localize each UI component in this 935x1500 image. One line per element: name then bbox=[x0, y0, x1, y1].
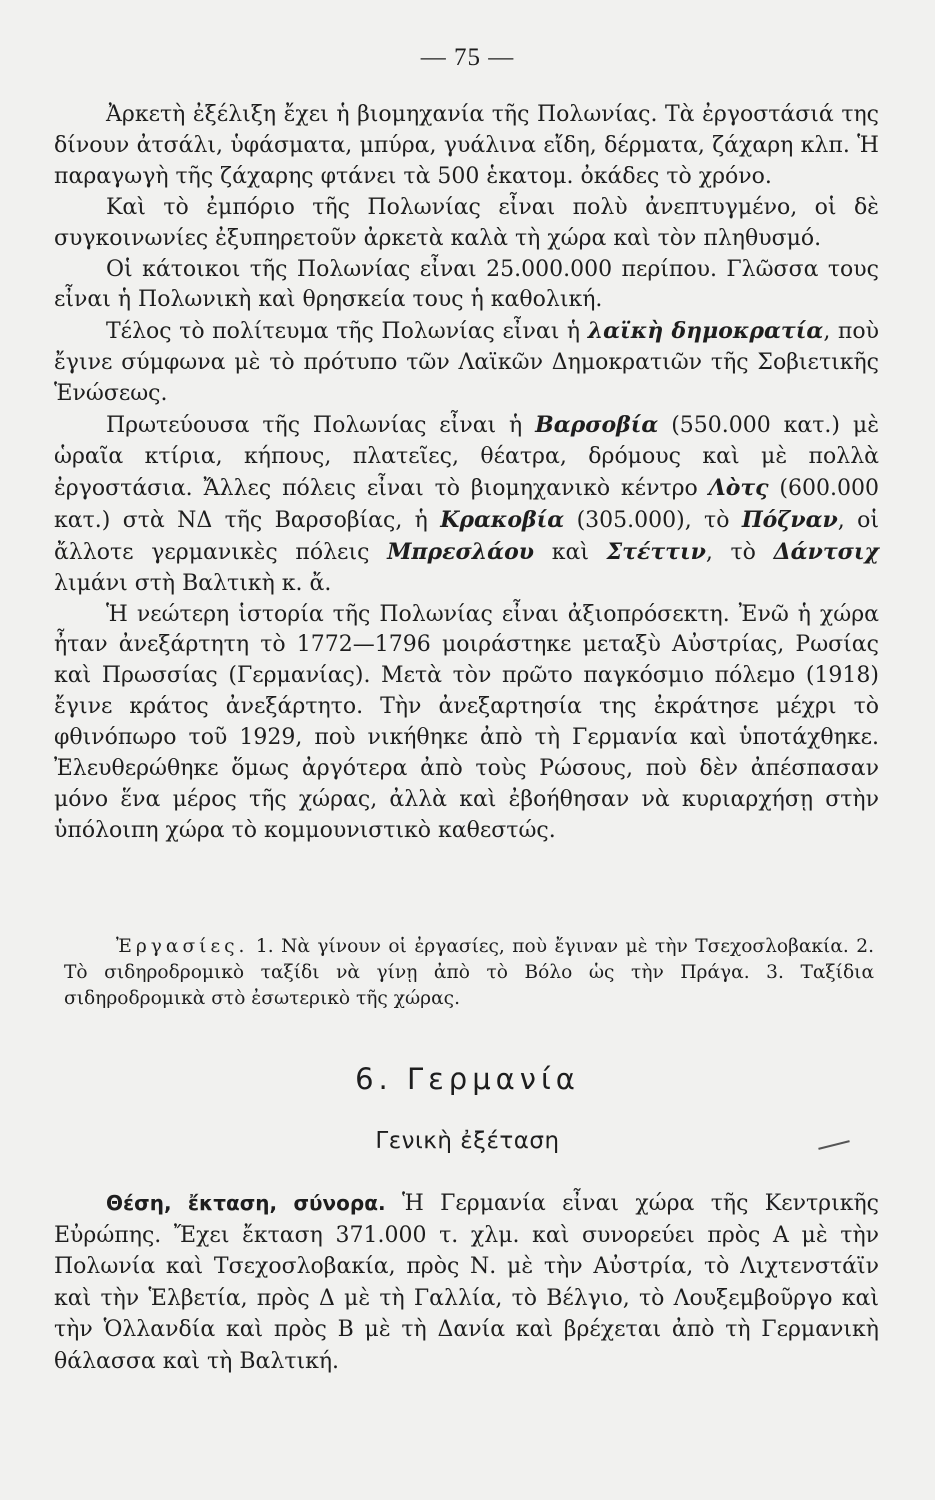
poland-section bbox=[54, 100, 879, 847]
germany-section bbox=[54, 1188, 879, 1377]
text-run: Ἀρκετὴ ἐξέλιξη ἔχει ἡ βιομηχανία τῆς Πολωνίας. Τὰ ἐργοστάσιά της δίνουν ἀτσάλι, ὑφάσματα, μπύρα, γυάλινα εἴδη, δέρματα, ζάχαρη κλπ. Ἡ παραγωγὴ τῆς ζάχαρης φτάνει τὰ 500 ἑκατομ. ὀκάδες τὸ χρόνο. bbox=[54, 102, 879, 189]
paragraph bbox=[54, 255, 879, 317]
paragraph bbox=[54, 100, 879, 193]
text-run: Τέλος τὸ πολίτευμα τῆς Πολωνίας εἶναι ἡ bbox=[106, 319, 588, 345]
emphasis: Μπρεσλάου bbox=[387, 538, 535, 565]
exercises-text: 1. Νὰ γίνουν οἱ ἐργασίες, ποὺ ἔγιναν μὲ τὴν Τσεχοσλοβακία. 2. Τὸ σιδηροδρομικὸ ταξίδι νὰ γίνῃ ἀπὸ τὸ Βόλο ὡς τὴν Πράγα. 3. Ταξίδια σιδηροδρομικὰ στὸ ἐσωτερικὸ τῆς χώρας. bbox=[64, 936, 874, 1009]
emphasis: Δάντσιχ bbox=[773, 538, 880, 565]
text-run: Ἡ νεώτερη ἱστορία τῆς Πολωνίας εἶναι ἀξιοπρόσεκτη. Ἐνῶ ἡ χώρα ἦταν ἀνεξάρτητη τὸ 1772—1796 μοιράστηκε μεταξὺ Αὐστρίας, Ρωσίας καὶ Πρωσσίας (Γερμανίας). Μετὰ τὸν πρῶτο παγκόσμιο πόλεμο (1918) ἔγινε κράτος ἀνεξάρτητο. Τὴν ἀνεξαρτησία της ἐκράτησε μέχρι τὸ φθινόπωρο τοῦ 1929, ποὺ νικήθηκε ἀπὸ τὴ Γερμανία καὶ ὑποτάχθηκε. Ἐλευθερώθηκε ὅμως ἀργότερα ἀπὸ τοὺς Ρώσους, ποὺ δὲν ἀπέσπασαν μόνο ἕνα μέρος τῆς χώρας, ἀλλὰ καὶ ἐβοήθησαν νὰ κυριαρχήσῃ στὴν ὑπόλοιπη χώρα τὸ κομμουνιστικὸ καθεστώς. bbox=[54, 601, 879, 843]
emphasis: Πόζναν bbox=[741, 506, 838, 533]
text-run: Οἱ κάτοικοι τῆς Πολωνίας εἶναι 25.000.000 περίπου. Γλῶσσα τους εἶναι ἡ Πολωνικὴ καὶ θρησκεία τους ἡ καθολική. bbox=[54, 256, 879, 313]
lead-heading: Θέση, ἔκταση, σύνορα. bbox=[106, 1191, 386, 1215]
text-run: Πρωτεύουσα τῆς Πολωνίας εἶναι ἡ bbox=[106, 413, 536, 439]
text-run: (550.000 κατ.) μὲ ὡραῖα κτίρια, κήπους, πλατεῖες, θέατρα, δρόμους καὶ μὲ πολλὰ ἐργοστάσια. Ἄλλες πόλεις εἶναι τὸ βιομηχανικὸ κέντρο bbox=[54, 413, 879, 501]
text-run: , ποὺ ἔγινε σύμφωνα μὲ τὸ πρότυπο τῶν Λαϊκῶν Δημοκρατιῶν τῆς Σοβιετικῆς Ἑνώσεως. bbox=[54, 319, 879, 407]
text-run: (305.000), τὸ bbox=[564, 507, 742, 533]
text-run: Καὶ τὸ ἐμπόριο τῆς Πολωνίας εἶναι πολὺ ἀνεπτυγμένο, οἱ δὲ συγκοινωνίες ἐξυπηρετοῦν ἀρκετὰ καλὰ τὴ χώρα καὶ τὸν πληθυσμό. bbox=[54, 194, 879, 251]
exercises bbox=[64, 934, 874, 1012]
paragraph bbox=[54, 316, 879, 410]
text-run: , οἱ ἄλλοτε γερμανικὲς πόλεις bbox=[54, 507, 879, 565]
emphasis: Στέττιν bbox=[606, 538, 706, 565]
emphasis: Βαρσοβία bbox=[535, 412, 659, 439]
emphasis: Λὸτς bbox=[708, 474, 769, 501]
text-run: , τὸ bbox=[705, 539, 774, 565]
paragraph bbox=[54, 410, 879, 599]
text-run: Ἡ Γερμανία εἶναι χώρα τῆς Κεντρικῆς Εὐρώπης. Ἔχει ἔκταση 371.000 τ. χλμ. καὶ συνορεύει πρὸς Α μὲ τὴν Πολωνία καὶ Τσεχοσλοβακία, πρὸς Ν. μὲ τὴν Αὐστρία, τὸ Λιχτενστάϊν καὶ τὴν Ἑλβετία, πρὸς Δ μὲ τὴ Γαλλία, τὸ Βέλγιο, τὸ Λουξεμβοῦργο καὶ τὴν Ὁλλανδία καὶ πρὸς Β μὲ τὴ Δανία καὶ βρέχεται ἀπὸ τὴ Γερμανικὴ θάλασσα καὶ τὴ Βαλτική. bbox=[54, 1191, 879, 1374]
exercises-label: Ἐργασίες. bbox=[116, 936, 249, 957]
paragraph bbox=[54, 1188, 879, 1377]
emphasis: λαϊκὴ δημοκρατία bbox=[587, 318, 824, 345]
text-run: (600.000 κατ.) στὰ ΝΔ τῆς Βαρσοβίας, ἡ bbox=[54, 475, 879, 533]
paragraph bbox=[54, 600, 879, 847]
page-number: — 75 — bbox=[420, 44, 515, 71]
text-run: λιμάνι στὴ Βαλτικὴ κ. ἄ. bbox=[54, 570, 332, 596]
section-title: Γενικὴ ἐξέταση bbox=[375, 1128, 560, 1154]
emphasis: Κρακοβία bbox=[440, 506, 565, 533]
text-run: καὶ bbox=[534, 539, 607, 565]
exercises-paragraph bbox=[64, 934, 874, 1012]
chapter-title: 6. Γερμανία bbox=[355, 1062, 580, 1096]
paragraph bbox=[54, 193, 879, 255]
